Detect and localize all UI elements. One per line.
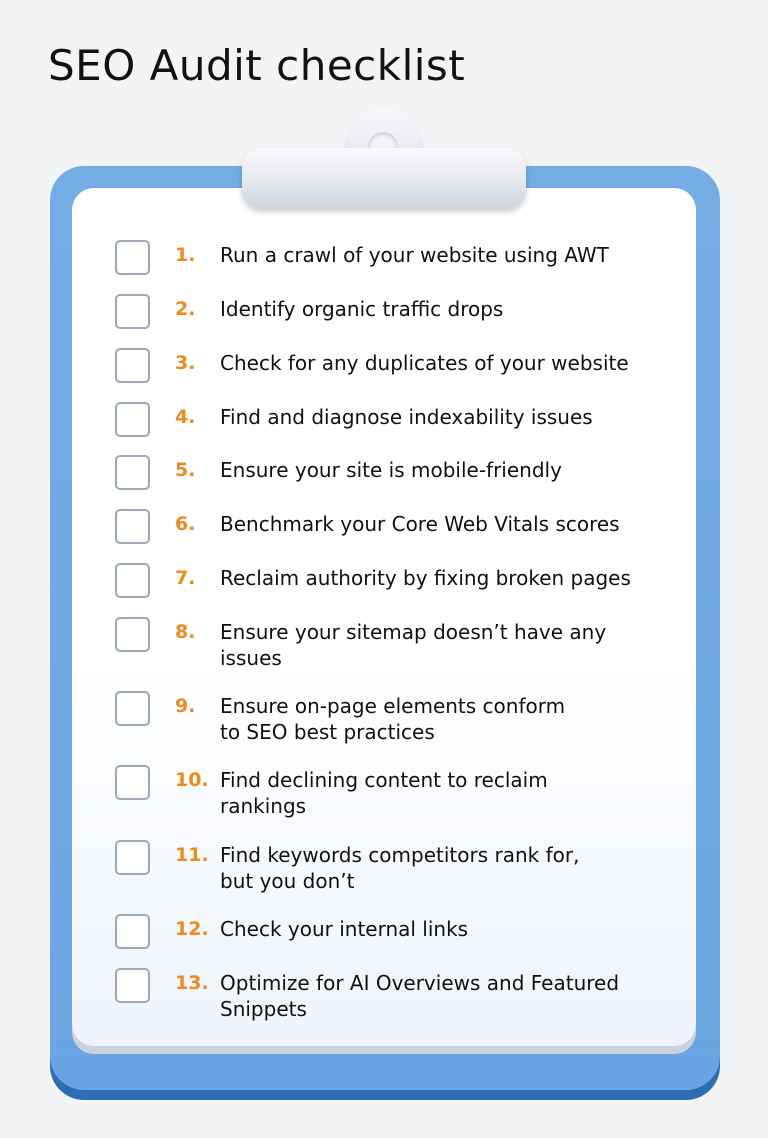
checkbox[interactable]: [115, 509, 150, 544]
checkbox[interactable]: [115, 914, 150, 949]
item-number: 3.: [175, 352, 196, 374]
item-text: Ensure your site is mobile-friendly: [220, 458, 562, 482]
item-text: Find and diagnose indexability issues: [220, 405, 593, 429]
item-number: 9.: [175, 695, 196, 717]
item-text: Ensure on-page elements conform to SEO best practices: [220, 694, 566, 744]
checkbox[interactable]: [115, 691, 150, 726]
item-text: Check for any duplicates of your website: [220, 351, 629, 375]
item-text: Identify organic traffic drops: [220, 297, 504, 321]
item-number: 1.: [175, 244, 196, 266]
checkbox[interactable]: [115, 294, 150, 329]
item-number: 4.: [175, 406, 196, 428]
item-text: Run a crawl of your website using AWT: [220, 243, 609, 267]
item-number: 2.: [175, 298, 196, 320]
item-number: 13.: [175, 972, 209, 994]
item-number: 5.: [175, 459, 196, 481]
item-text: Optimize for AI Overviews and Featured Snippets: [220, 971, 620, 1021]
checkbox[interactable]: [115, 348, 150, 383]
page-title: SEO Audit checklist: [48, 41, 466, 90]
item-text: Find keywords competitors rank for, but you don’t: [220, 843, 580, 893]
checkbox[interactable]: [115, 840, 150, 875]
item-number: 6.: [175, 513, 196, 535]
item-text: Check your internal links: [220, 917, 469, 941]
checkbox[interactable]: [115, 968, 150, 1003]
checkbox[interactable]: [115, 765, 150, 800]
checkbox[interactable]: [115, 563, 150, 598]
item-number: 10.: [175, 769, 209, 791]
checkbox[interactable]: [115, 240, 150, 275]
item-number: 11.: [175, 844, 209, 866]
item-text: Find declining content to reclaim rankings: [220, 768, 548, 818]
item-text: Ensure your sitemap doesn’t have any issues: [220, 620, 607, 670]
item-number: 8.: [175, 621, 196, 643]
item-number: 7.: [175, 567, 196, 589]
item-text: Benchmark your Core Web Vitals scores: [220, 512, 620, 536]
checkbox[interactable]: [115, 455, 150, 490]
item-text: Reclaim authority by fixing broken pages: [220, 566, 631, 590]
checkbox[interactable]: [115, 402, 150, 437]
checkbox[interactable]: [115, 617, 150, 652]
item-number: 12.: [175, 918, 209, 940]
